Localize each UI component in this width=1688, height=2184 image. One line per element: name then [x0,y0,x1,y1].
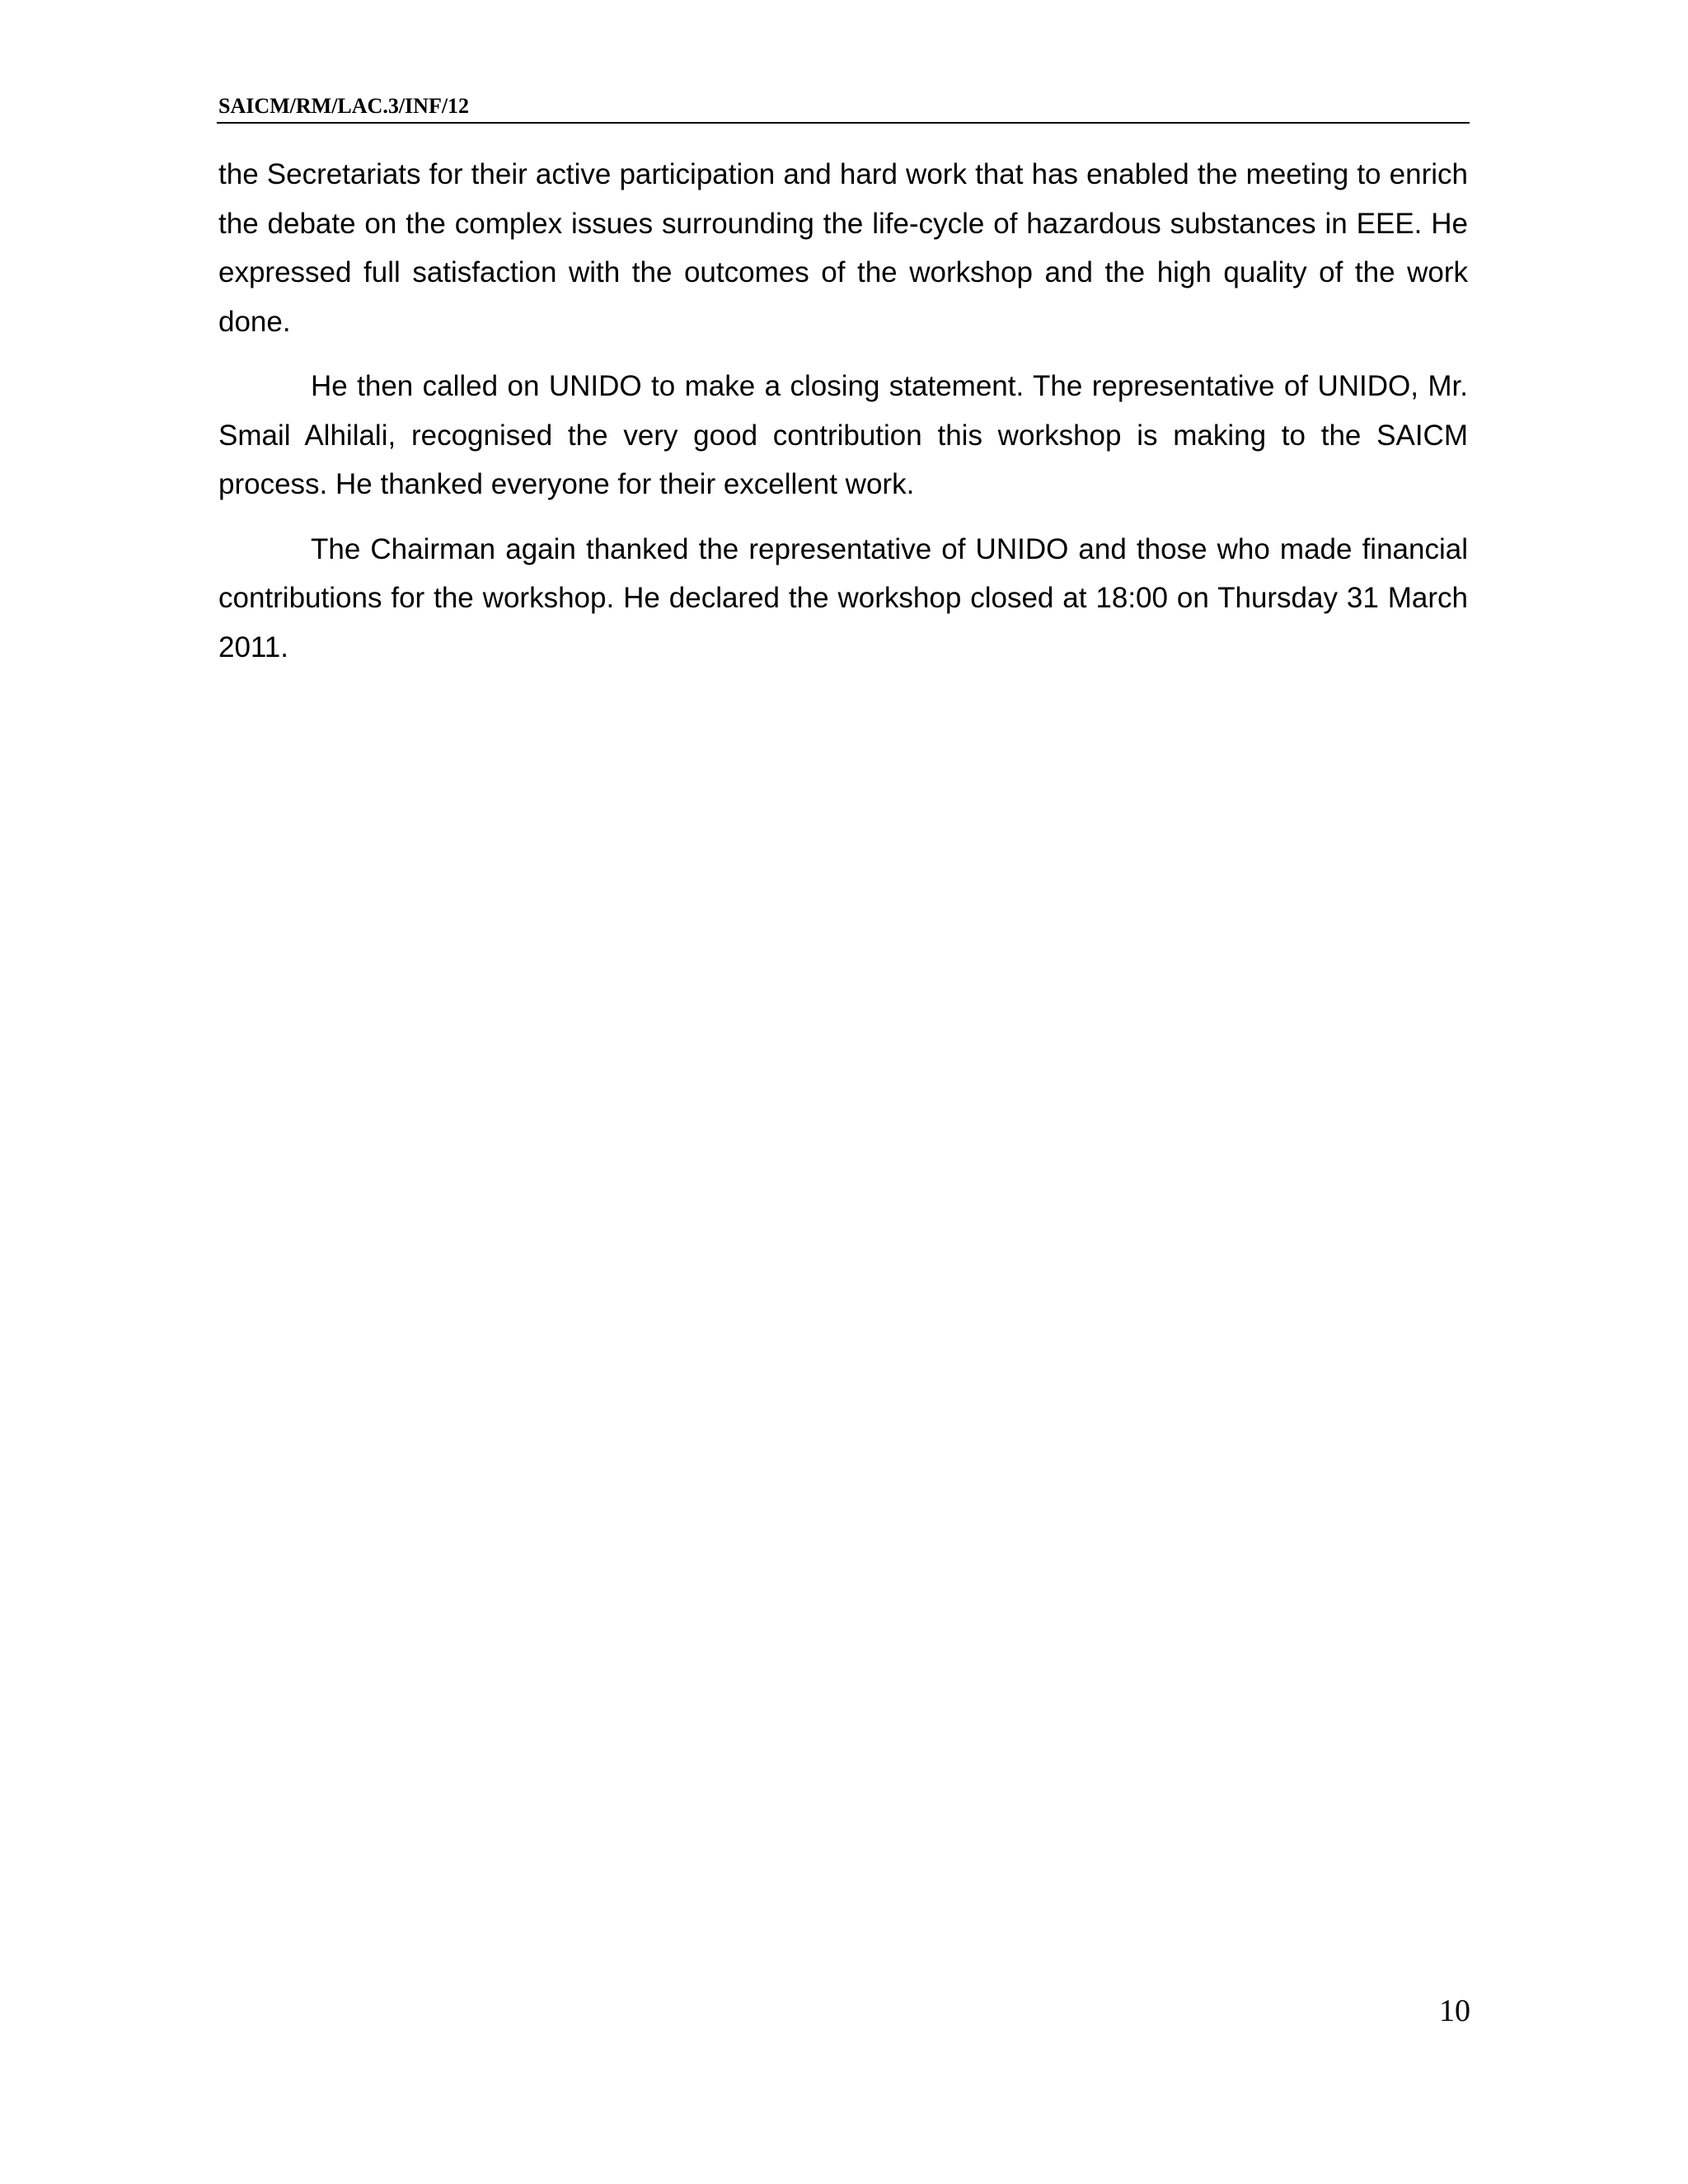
paragraph-continuation: the Secretariats for their active participation and hard work that has enabled the meeting to enrich the debate on the complex issues surrounding the life-cycle of hazardous substances in EEE. He expressed full satisfaction with the outcomes of the workshop and the high quality of the work done. [218,158,1468,338]
paragraph-closing: The Chairman again thanked the representative of UNIDO and those who made financial contributions for the workshop. He declared the workshop closed at 18:00 on Thursday 31 March 2011. [218,532,1468,663]
paragraph-unido-statement: He then called on UNIDO to make a closing statement. The representative of UNIDO, Mr. Smail Alhilali, recognised the very good contribution this workshop is making to the SAICM process. He thanked everyone for their excellent work. [218,370,1468,500]
document-symbol: SAICM/RM/LAC.3/INF/12 [218,94,470,118]
page-header [217,91,1470,124]
document-body [218,150,1468,687]
page-number: 10 [1439,1994,1470,2028]
